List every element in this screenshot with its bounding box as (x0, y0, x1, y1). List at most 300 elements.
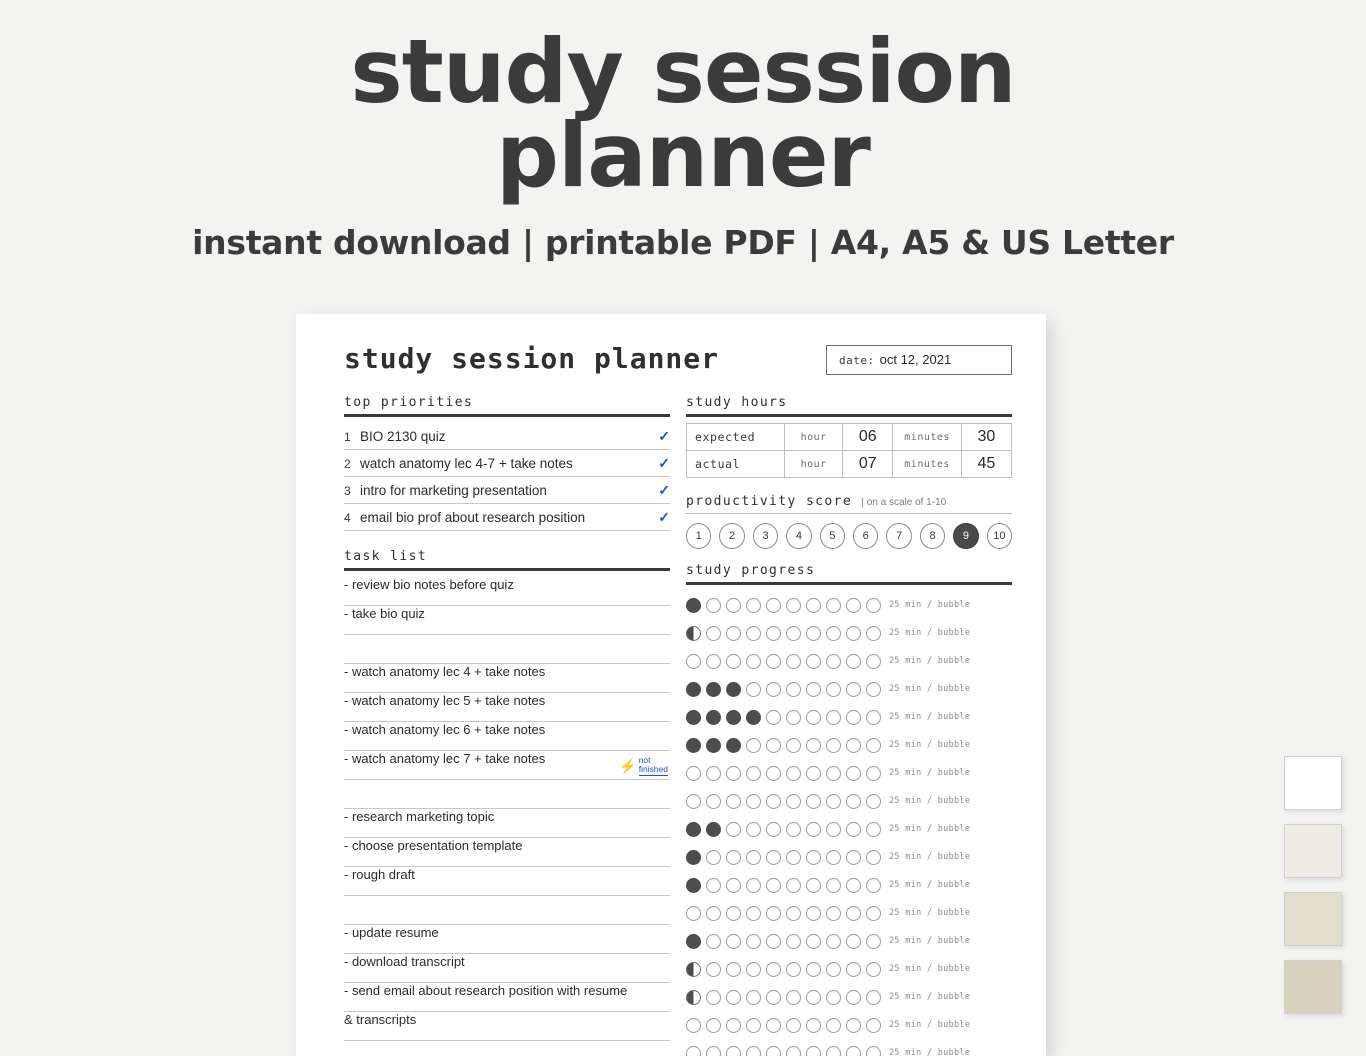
progress-bubble[interactable] (686, 710, 701, 725)
task-row[interactable] (344, 577, 670, 606)
progress-bubble[interactable] (806, 822, 821, 837)
task-row[interactable] (344, 606, 670, 635)
progress-bubble[interactable] (866, 654, 881, 669)
progress-bubble[interactable] (786, 1046, 801, 1056)
task-row[interactable] (344, 983, 670, 1012)
hero-header (0, 20, 1366, 263)
progress-bubble[interactable] (686, 962, 701, 977)
progress-row (686, 843, 1012, 871)
progress-bubble[interactable] (846, 962, 861, 977)
study-hours-row (687, 451, 1012, 478)
score-bubble-1[interactable]: 1 (686, 523, 711, 549)
divider (686, 513, 1012, 514)
progress-bubble[interactable] (726, 738, 741, 753)
color-swatch-white[interactable] (1284, 756, 1342, 810)
progress-bubble[interactable] (766, 1018, 781, 1033)
progress-bubble[interactable] (726, 682, 741, 697)
stamp-text: not finished (638, 755, 668, 774)
progress-bubble[interactable] (786, 654, 801, 669)
progress-bubble[interactable] (726, 850, 741, 865)
progress-note: 25 min / bubble (889, 936, 971, 946)
task-row[interactable] (344, 954, 670, 983)
progress-bubble[interactable] (726, 1046, 741, 1056)
progress-bubble[interactable] (806, 738, 821, 753)
divider (686, 582, 1012, 585)
progress-bubble[interactable] (846, 682, 861, 697)
task-text: - review bio notes before quiz (344, 577, 514, 592)
progress-bubble[interactable] (846, 794, 861, 809)
progress-bubbles (686, 598, 881, 613)
progress-bubble[interactable] (746, 654, 761, 669)
progress-bubble[interactable] (706, 682, 721, 697)
task-row[interactable] (344, 838, 670, 867)
progress-bubble[interactable] (786, 878, 801, 893)
score-bubble-3[interactable]: 3 (753, 523, 778, 549)
score-bubble-6[interactable]: 6 (853, 523, 878, 549)
progress-bubble[interactable] (706, 990, 721, 1005)
priority-number: 3 (344, 484, 351, 498)
progress-bubbles (686, 738, 881, 753)
progress-note: 25 min / bubble (889, 684, 971, 694)
progress-note: 25 min / bubble (889, 1020, 971, 1030)
progress-bubbles (686, 710, 881, 725)
score-bubble-2[interactable]: 2 (719, 523, 744, 549)
priority-number: 4 (344, 511, 351, 525)
progress-bubble[interactable] (826, 766, 841, 781)
progress-bubble[interactable] (746, 962, 761, 977)
progress-bubble[interactable] (806, 710, 821, 725)
progress-bubble[interactable] (726, 822, 741, 837)
right-column (686, 395, 1012, 1056)
task-row[interactable] (344, 722, 670, 751)
color-swatch-strip (1284, 756, 1342, 1014)
progress-bubble[interactable] (786, 990, 801, 1005)
progress-bubble[interactable] (866, 962, 881, 977)
progress-bubble[interactable] (766, 598, 781, 613)
progress-row (686, 703, 1012, 731)
minutes-value[interactable]: 30 (961, 424, 1011, 451)
progress-bubble[interactable] (806, 906, 821, 921)
progress-bubble[interactable] (726, 654, 741, 669)
not-finished-stamp (619, 756, 668, 776)
progress-bubble[interactable] (706, 766, 721, 781)
progress-note: 25 min / bubble (889, 628, 971, 638)
progress-bubble[interactable] (866, 1018, 881, 1033)
progress-row (686, 927, 1012, 955)
progress-bubble[interactable] (706, 878, 721, 893)
progress-bubble[interactable] (846, 990, 861, 1005)
check-icon: ✓ (658, 455, 670, 471)
progress-bubble[interactable] (866, 1046, 881, 1056)
progress-bubble[interactable] (766, 1046, 781, 1056)
priority-row[interactable] (344, 423, 670, 450)
progress-row (686, 815, 1012, 843)
task-row[interactable] (344, 635, 670, 664)
progress-bubble[interactable] (746, 682, 761, 697)
progress-bubble[interactable] (866, 626, 881, 641)
task-row[interactable] (344, 896, 670, 925)
progress-row (686, 591, 1012, 619)
progress-bubbles (686, 934, 881, 949)
progress-bubble[interactable] (786, 682, 801, 697)
minutes-unit-label: minutes (893, 424, 962, 451)
progress-note: 25 min / bubble (889, 1048, 971, 1056)
progress-bubble[interactable] (826, 710, 841, 725)
progress-note: 25 min / bubble (889, 656, 971, 666)
progress-note: 25 min / bubble (889, 740, 971, 750)
progress-bubble[interactable] (706, 934, 721, 949)
progress-bubble[interactable] (806, 878, 821, 893)
progress-bubble[interactable] (726, 598, 741, 613)
progress-bubble[interactable] (806, 626, 821, 641)
progress-bubble[interactable] (806, 990, 821, 1005)
task-text: - choose presentation template (344, 838, 523, 853)
task-text: - watch anatomy lec 6 + take notes (344, 722, 546, 737)
task-text: - download transcript (344, 954, 465, 969)
divider (344, 568, 670, 571)
check-icon: ✓ (658, 428, 670, 444)
divider (686, 414, 1012, 417)
progress-bubbles (686, 990, 881, 1005)
planner-sheet (296, 314, 1046, 1056)
score-bubble-5[interactable]: 5 (820, 523, 845, 549)
progress-bubble[interactable] (786, 794, 801, 809)
progress-bubble[interactable] (866, 794, 881, 809)
progress-row (686, 1039, 1012, 1056)
progress-bubble[interactable] (726, 906, 741, 921)
progress-note: 25 min / bubble (889, 880, 971, 890)
score-bubble-7[interactable]: 7 (886, 523, 911, 549)
progress-bubbles (686, 962, 881, 977)
color-swatch-ivory[interactable] (1284, 824, 1342, 878)
progress-bubble[interactable] (826, 654, 841, 669)
progress-bubble[interactable] (686, 822, 701, 837)
progress-bubble[interactable] (766, 990, 781, 1005)
progress-bubble[interactable] (826, 794, 841, 809)
date-label: date: (839, 354, 875, 367)
progress-bubble[interactable] (826, 598, 841, 613)
progress-bubble[interactable] (826, 850, 841, 865)
progress-note: 25 min / bubble (889, 852, 971, 862)
progress-bubble[interactable] (726, 962, 741, 977)
progress-bubbles (686, 654, 881, 669)
progress-bubble[interactable] (866, 682, 881, 697)
task-text: - take bio quiz (344, 606, 425, 621)
progress-bubble[interactable] (846, 626, 861, 641)
progress-bubble[interactable] (866, 710, 881, 725)
progress-bubble[interactable] (746, 878, 761, 893)
progress-bubble[interactable] (846, 1018, 861, 1033)
progress-bubble[interactable] (846, 850, 861, 865)
progress-bubble[interactable] (686, 682, 701, 697)
divider (344, 414, 670, 417)
progress-bubble[interactable] (766, 654, 781, 669)
progress-bubble[interactable] (806, 682, 821, 697)
progress-bubble[interactable] (706, 794, 721, 809)
progress-bubble[interactable] (866, 766, 881, 781)
progress-bubble[interactable] (846, 766, 861, 781)
task-text: - research marketing topic (344, 809, 495, 824)
task-list (344, 577, 670, 1056)
progress-bubble[interactable] (826, 1046, 841, 1056)
progress-bubble[interactable] (766, 766, 781, 781)
task-row[interactable] (344, 780, 670, 809)
progress-row (686, 899, 1012, 927)
progress-bubble[interactable] (726, 878, 741, 893)
progress-bubble[interactable] (846, 654, 861, 669)
progress-bubble[interactable] (706, 1046, 721, 1056)
progress-bubble[interactable] (866, 738, 881, 753)
progress-bubble[interactable] (826, 990, 841, 1005)
progress-note: 25 min / bubble (889, 712, 971, 722)
progress-bubble[interactable] (806, 654, 821, 669)
bolt-icon: ⚡ (619, 757, 637, 774)
task-text: & transcripts (344, 1012, 417, 1027)
hours-value[interactable]: 06 (843, 424, 893, 451)
progress-bubble[interactable] (686, 794, 701, 809)
task-row[interactable] (344, 664, 670, 693)
task-row[interactable] (344, 809, 670, 838)
progress-bubble[interactable] (846, 1046, 861, 1056)
progress-bubbles (686, 1018, 881, 1033)
productivity-note: | on a scale of 1-10 (861, 497, 947, 508)
progress-bubble[interactable] (806, 934, 821, 949)
task-row[interactable] (344, 1012, 670, 1041)
progress-bubble[interactable] (846, 598, 861, 613)
progress-bubble[interactable] (726, 934, 741, 949)
progress-bubble[interactable] (846, 738, 861, 753)
progress-bubble[interactable] (746, 906, 761, 921)
progress-bubble[interactable] (746, 794, 761, 809)
progress-bubble[interactable] (686, 654, 701, 669)
progress-bubbles (686, 626, 881, 641)
progress-row (686, 955, 1012, 983)
progress-bubble[interactable] (866, 878, 881, 893)
progress-bubble[interactable] (746, 766, 761, 781)
priority-row[interactable] (344, 450, 670, 477)
progress-row (686, 675, 1012, 703)
progress-bubble[interactable] (866, 906, 881, 921)
progress-bubble[interactable] (686, 738, 701, 753)
progress-bubble[interactable] (706, 822, 721, 837)
priority-number: 2 (344, 457, 351, 471)
hours-value[interactable]: 07 (843, 451, 893, 478)
progress-bubble[interactable] (866, 822, 881, 837)
progress-bubble[interactable] (746, 1018, 761, 1033)
progress-bubble[interactable] (726, 626, 741, 641)
progress-bubble[interactable] (686, 850, 701, 865)
progress-row (686, 647, 1012, 675)
priority-text: BIO 2130 quiz (360, 429, 446, 444)
score-bubble-4[interactable]: 4 (786, 523, 811, 549)
progress-bubble[interactable] (846, 906, 861, 921)
progress-bubble[interactable] (706, 962, 721, 977)
progress-bubble[interactable] (766, 850, 781, 865)
task-row[interactable] (344, 867, 670, 896)
date-field[interactable] (826, 345, 1012, 375)
progress-bubble[interactable] (766, 822, 781, 837)
progress-bubbles (686, 906, 881, 921)
progress-bubble[interactable] (806, 962, 821, 977)
progress-bubble[interactable] (786, 962, 801, 977)
progress-bubble[interactable] (706, 654, 721, 669)
progress-bubble[interactable] (826, 962, 841, 977)
section-heading-task-list: task list (344, 549, 428, 564)
progress-bubble[interactable] (706, 1018, 721, 1033)
progress-bubble[interactable] (706, 906, 721, 921)
hero-title-line2: planner (496, 103, 870, 207)
section-heading-productivity (686, 494, 1012, 513)
progress-bubble[interactable] (686, 766, 701, 781)
task-row[interactable] (344, 693, 670, 722)
progress-bubble[interactable] (866, 850, 881, 865)
progress-bubble[interactable] (706, 598, 721, 613)
score-bubble-10[interactable]: 10 (987, 523, 1012, 549)
hours-row-label: expected (687, 424, 785, 451)
priority-text: email bio prof about research position (360, 510, 586, 525)
progress-bubble[interactable] (726, 766, 741, 781)
progress-bubble[interactable] (826, 934, 841, 949)
progress-bubble[interactable] (826, 822, 841, 837)
progress-bubble[interactable] (746, 934, 761, 949)
progress-bubble[interactable] (826, 878, 841, 893)
task-row[interactable] (344, 1041, 670, 1056)
progress-bubble[interactable] (806, 1046, 821, 1056)
progress-row (686, 731, 1012, 759)
progress-bubble[interactable] (686, 990, 701, 1005)
progress-bubble[interactable] (746, 822, 761, 837)
progress-bubble[interactable] (806, 794, 821, 809)
progress-bubble[interactable] (746, 626, 761, 641)
task-row[interactable] (344, 925, 670, 954)
progress-note: 25 min / bubble (889, 964, 971, 974)
hero-title-line1: study session (350, 20, 1016, 123)
progress-bubble[interactable] (706, 626, 721, 641)
progress-bubble[interactable] (726, 710, 741, 725)
progress-bubble[interactable] (686, 626, 701, 641)
color-swatch-beige[interactable] (1284, 892, 1342, 946)
minutes-value[interactable]: 45 (961, 451, 1011, 478)
progress-bubble[interactable] (826, 682, 841, 697)
progress-bubble[interactable] (766, 878, 781, 893)
progress-bubble[interactable] (766, 962, 781, 977)
progress-bubble[interactable] (826, 738, 841, 753)
task-text: - update resume (344, 925, 439, 940)
progress-bubble[interactable] (846, 822, 861, 837)
progress-bubble[interactable] (746, 990, 761, 1005)
progress-bubbles (686, 682, 881, 697)
progress-bubble[interactable] (846, 878, 861, 893)
color-swatch-tan[interactable] (1284, 960, 1342, 1014)
progress-bubble[interactable] (786, 710, 801, 725)
progress-bubble[interactable] (866, 990, 881, 1005)
left-column (344, 395, 670, 1056)
progress-bubble[interactable] (686, 1018, 701, 1033)
check-icon: ✓ (658, 482, 670, 498)
progress-bubble[interactable] (786, 738, 801, 753)
progress-bubble[interactable] (726, 1018, 741, 1033)
progress-bubble[interactable] (766, 906, 781, 921)
progress-bubble[interactable] (686, 1046, 701, 1056)
progress-bubbles (686, 766, 881, 781)
progress-bubble[interactable] (786, 850, 801, 865)
progress-bubble[interactable] (786, 1018, 801, 1033)
progress-bubble[interactable] (766, 738, 781, 753)
progress-bubble[interactable] (686, 906, 701, 921)
progress-bubble[interactable] (866, 598, 881, 613)
progress-bubble[interactable] (826, 1018, 841, 1033)
progress-bubble[interactable] (866, 934, 881, 949)
priority-text: intro for marketing presentation (360, 483, 547, 498)
progress-bubble[interactable] (766, 934, 781, 949)
productivity-score-scale[interactable] (686, 523, 1012, 549)
progress-bubble[interactable] (786, 822, 801, 837)
progress-bubble[interactable] (806, 598, 821, 613)
progress-note: 25 min / bubble (889, 796, 971, 806)
progress-bubble[interactable] (766, 794, 781, 809)
progress-bubble[interactable] (706, 738, 721, 753)
progress-bubble[interactable] (806, 850, 821, 865)
progress-bubble[interactable] (746, 738, 761, 753)
hero-subtitle: instant download | printable PDF | A4, A5 & US Letter (192, 223, 1174, 263)
progress-bubble[interactable] (786, 626, 801, 641)
progress-row (686, 983, 1012, 1011)
progress-bubble[interactable] (826, 626, 841, 641)
progress-bubble[interactable] (706, 850, 721, 865)
section-heading-study-hours: study hours (686, 395, 788, 410)
priority-row[interactable] (344, 504, 670, 531)
progress-bubble[interactable] (726, 990, 741, 1005)
progress-bubble[interactable] (746, 850, 761, 865)
priority-row[interactable] (344, 477, 670, 504)
score-bubble-9[interactable]: 9 (953, 523, 978, 549)
progress-bubble[interactable] (766, 626, 781, 641)
score-bubble-8[interactable]: 8 (920, 523, 945, 549)
progress-bubbles (686, 822, 881, 837)
hours-unit-label: hour (785, 451, 843, 478)
task-text: - send email about research position with resume (344, 983, 628, 998)
progress-bubble[interactable] (706, 710, 721, 725)
progress-note: 25 min / bubble (889, 600, 971, 610)
progress-bubble[interactable] (806, 1018, 821, 1033)
minutes-unit-label: minutes (893, 451, 962, 478)
progress-row (686, 871, 1012, 899)
progress-bubble[interactable] (806, 766, 821, 781)
progress-bubble[interactable] (846, 710, 861, 725)
progress-bubble[interactable] (746, 1046, 761, 1056)
priority-text: watch anatomy lec 4-7 + take notes (360, 456, 573, 471)
section-heading-top-priorities: top priorities (344, 395, 474, 410)
progress-bubble[interactable] (746, 598, 761, 613)
sheet-title-row (344, 342, 1012, 375)
progress-bubble[interactable] (786, 766, 801, 781)
progress-bubble[interactable] (786, 934, 801, 949)
progress-bubble[interactable] (726, 794, 741, 809)
progress-bubble[interactable] (846, 934, 861, 949)
progress-bubble[interactable] (746, 710, 761, 725)
progress-bubble[interactable] (686, 598, 701, 613)
progress-bubble[interactable] (786, 906, 801, 921)
task-row[interactable] (344, 751, 670, 780)
progress-bubble[interactable] (766, 682, 781, 697)
progress-bubble[interactable] (766, 710, 781, 725)
progress-bubble[interactable] (686, 934, 701, 949)
progress-bubble[interactable] (686, 878, 701, 893)
task-text: - watch anatomy lec 5 + take notes (344, 693, 546, 708)
progress-bubble[interactable] (786, 598, 801, 613)
progress-row (686, 759, 1012, 787)
progress-bubble[interactable] (826, 906, 841, 921)
